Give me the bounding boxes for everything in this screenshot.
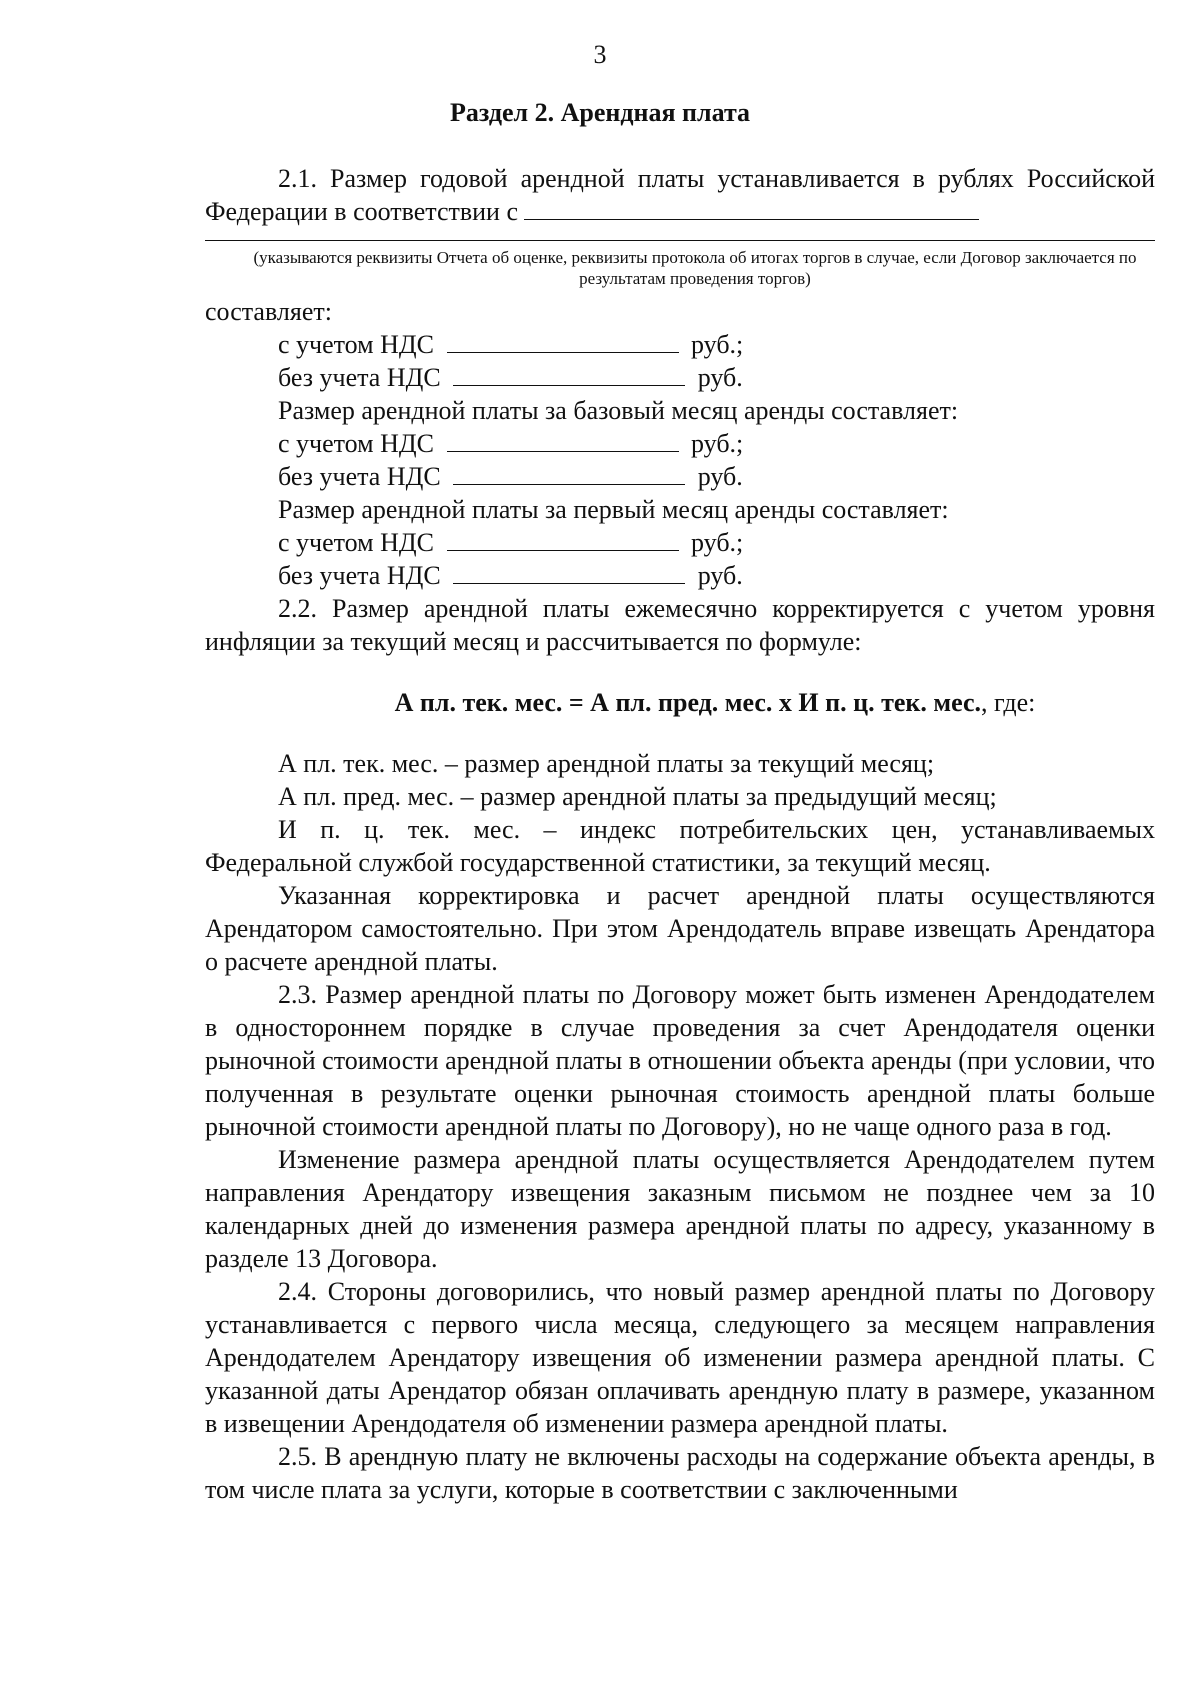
base-month-without-vat-label: без учета НДС [278,462,441,491]
first-month-without-vat-row [205,559,1155,592]
base-month-with-vat-label: с учетом НДС [278,429,434,458]
base-month-title: Размер арендной платы за базовый месяц аренды составляет: [278,396,959,425]
page-number: 3 [593,40,607,69]
paragraph-2-4: 2.4. Стороны договорились, что новый размер арендной платы по Договору устанавливается с первого числа месяца, следующего за месяцем направления Арендодателем Арендатору извещения об изменении размера арендной платы. С указанной даты Арендатор обязан оплачивать арендную плату в размере, указанном в извещении Арендодателя об изменении размера арендной платы. [205,1277,1155,1438]
base-month-with-vat-field[interactable] [447,431,679,452]
annual-without-vat-field[interactable] [453,365,685,386]
annual-with-vat-label: с учетом НДС [278,330,434,359]
base-month-with-vat-unit: руб.; [691,429,744,458]
document-body [205,162,1155,1506]
paragraph-2-1-text: 2.1. Размер годовой арендной платы устанавливается в рублях Российской Федерации в соответствии с [205,164,1155,226]
paragraph-rent-change: Изменение размера арендной платы осуществляется Арендодателем путем направления Арендатору извещения заказным письмом не позднее чем за 10 календарных дней до изменения размера арендной платы по адресу, указанному в разделе 13 Договора. [205,1145,1155,1273]
first-month-with-vat-unit: руб.; [691,528,744,557]
paragraph-correction: Указанная корректировка и расчет арендной платы осуществляются Арендатором самостоятельно. При этом Арендодатель вправе извещать Арендатора о расчете арендной платы. [205,881,1155,976]
definition-current-rent: А пл. тек. мес. – размер арендной платы за текущий месяц; [278,749,935,778]
paragraph-2-2: 2.2. Размер арендной платы ежемесячно корректируется с учетом уровня инфляции за текущий месяц и рассчитывается по формуле: [205,594,1155,656]
annual-with-vat-row [205,328,1155,361]
annual-with-vat-unit: руб.; [691,330,744,359]
annual-without-vat-label: без учета НДС [278,363,441,392]
rent-formula [205,686,1155,719]
base-month-without-vat-field[interactable] [453,464,685,485]
first-month-without-vat-field[interactable] [453,563,685,584]
base-month-with-vat-row [205,427,1155,460]
first-month-without-vat-label: без учета НДС [278,561,441,590]
rent-formula-tail: , где: [981,688,1036,717]
first-month-with-vat-row [205,526,1155,559]
footnote-requisites: (указываются реквизиты Отчета об оценке, реквизиты протокола об итогах торгов в случае, если Договор заключается по результатам проведения торгов) [253,248,1137,288]
first-month-title: Размер арендной платы за первый месяц аренды составляет: [278,495,949,524]
blank-field-basis[interactable] [524,199,979,220]
paragraph-2-3: 2.3. Размер арендной платы по Договору может быть изменен Арендодателем в одностороннем порядке в случае проведения за счет Арендодателя оценки рыночной стоимости арендной платы в отношении объекта аренды (при условии, что полученная в результате оценки рыночная стоимость арендной платы больше рыночной стоимости арендной платы по Договору), но не чаще одного раза в год. [205,980,1155,1141]
first-month-with-vat-label: с учетом НДС [278,528,434,557]
paragraph-2-1 [205,162,1155,228]
composes-label: составляет: [205,297,332,326]
section-title: Раздел 2. Арендная плата [449,98,751,127]
base-month-without-vat-row [205,460,1155,493]
paragraph-2-5: 2.5. В арендную плату не включены расходы на содержание объекта аренды, в том числе плата за услуги, которые в соответствии с заключенными [205,1442,1155,1504]
annual-without-vat-row [205,361,1155,394]
rent-formula-expression: А пл. тек. мес. = А пл. пред. мес. х И п. ц. тек. мес. [394,688,981,717]
base-month-without-vat-unit: руб. [697,462,743,491]
annual-with-vat-field[interactable] [447,332,679,353]
blank-field-basis-continued[interactable] [205,228,1155,241]
definition-price-index: И п. ц. тек. мес. – индекс потребительских цен, устанавливаемых Федеральной службой государственной статистики, за текущий месяц. [205,815,1155,877]
first-month-without-vat-unit: руб. [697,561,743,590]
annual-without-vat-unit: руб. [697,363,743,392]
first-month-with-vat-field[interactable] [447,530,679,551]
definition-previous-rent: А пл. пред. мес. – размер арендной платы за предыдущий месяц; [278,782,997,811]
